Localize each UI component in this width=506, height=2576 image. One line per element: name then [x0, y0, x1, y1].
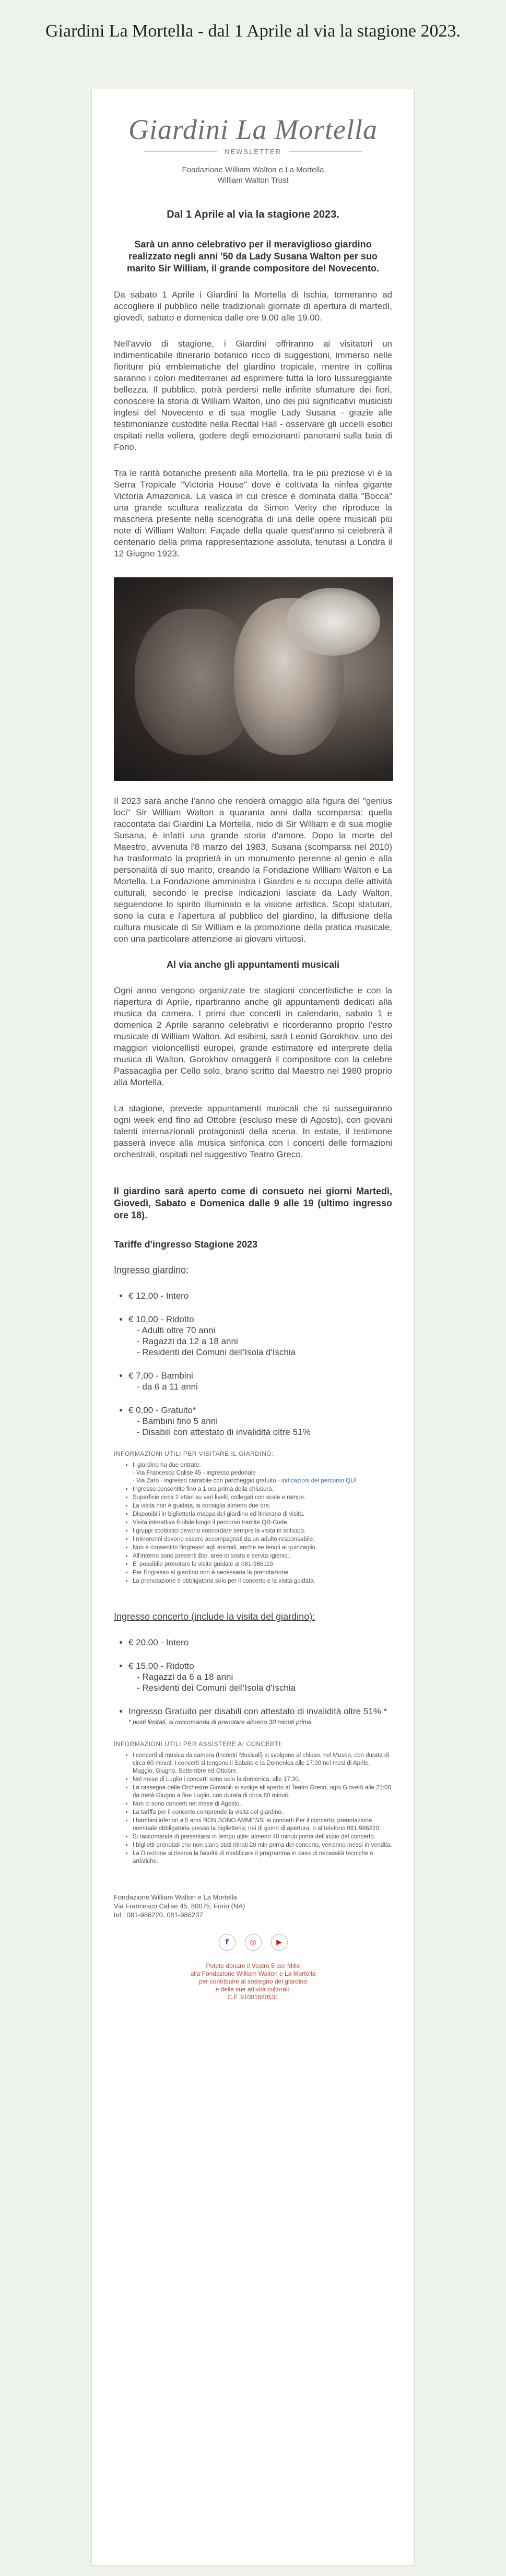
info-text: - Via Francesco Calise 45 - ingresso pedonale	[133, 1470, 256, 1476]
price-sub: - Disabili con attestato di invalidità oltre 51%	[137, 1427, 311, 1437]
social-links	[114, 1934, 392, 1951]
paragraph-itinerary: Nell'avvio di stagione, i Giardini offriranno ai visitatori un indimenticabile itinerario botanico ricco di suggestioni, immerso nelle fioriture più emblematiche del giardino tropicale, mentre in collina saranno i colori mediterranei ad esprimere tutta la loro lussureggiante bellezza. Il pubblico, potrà perdersi nelle infinite sfumature dei fiori, conoscere la storia di William Walton, uno dei più significativi musicisti inglesi del Novecento e di sua moglie Lady Susana - grazie alle testimonianze custodite nella Recital Hall - osservare gli uccelli esotici ospitati nella voliera, godere degli emozionanti panorami sulla baia di Forio.	[114, 339, 392, 452]
tariffs-title: Tariffe d'ingresso Stagione 2023	[114, 1239, 258, 1250]
concert-info-title: INFORMAZIONI UTILI PER ASSISTERE AI CONCERTI:	[114, 1740, 283, 1748]
price-main: € 0,00 - Gratuito*	[128, 1405, 196, 1415]
price-main: Ingresso Gratuito per disabili con attestato di invalidità oltre 51% *	[128, 1706, 387, 1716]
price-sub: - Adulti oltre 70 anni	[137, 1325, 216, 1335]
paragraph-concerts: Ogni anno vengono organizzate tre stagioni concertistiche e con la riapertura di Aprile, ripartiranno anche gli appuntamenti dedicati alla musica da camera. I primi due concerti in calendario, sabato 1 e domenica 2 Aprile saranno celebrativi e ricorderanno proprio l'estro musicale di William Walton. Ad esibirsi, sarà Leonid Gorokhov, uno dei maggiori violoncellisti europei, grande estimatore ed interprete della musica di Walton. Gorokhov omaggerà il compositore con la celebre Passacaglia per Cello solo, brano scritto dal Maestro nel 1980 proprio alla Mortella.	[114, 986, 392, 1087]
five-per-mille-promo	[114, 1962, 392, 2001]
info-item: • I concerti di musica da camera (Incontri Musicali) si svolgono al chiuso, nel Museo, con durata di circa 60 minuti. I concerti si tengono il Sabato e la Domenica alle 17:00 nei mesi di Aprile, Maggio, Giugno, Settembre ed Ottobre.	[133, 1752, 392, 1775]
newsletter-label-row	[114, 148, 392, 156]
concert-info-list	[114, 1752, 392, 1866]
page-title: Giardini La Mortella - dal 1 Aprile al via la stagione 2023.	[45, 21, 461, 41]
foundation-names	[114, 165, 392, 186]
paragraph-victoria-house: Tra le rarità botaniche presenti alla Mortella, tra le più preziose vi è la Serra Tropicale "Victoria House" dove è coltivata la ninfea gigante Victoria Amazonica. La vasca in cui cresce è dominata dalla "Bocca" una grande scultura realizzata da Simon Verity che riproduce la maschera presente nella scenografia di una delle opere musicali più note di William Walton: Façade della quale quest'anno si celebrerà il centenario della prima rappresentazione assoluta, tenutasi a Londra il 12 Giugno 1923.	[114, 468, 392, 559]
info-item: • Disponibili in biglietteria mappa del giardino ed itinerario di visita.	[133, 1511, 392, 1518]
info-item: • Ingresso consentito fino a 1 ora prima della chiusura.	[133, 1486, 392, 1493]
info-item: • I biglietti prenotati che non siano stati ritirati 20 min prima del concerto, verranno messi in vendita.	[133, 1842, 392, 1849]
paragraph-season: La stagione, prevede appuntamenti musicali che si susseguiranno ogni week end fino ad Ottobre (escluso mese di Agosto), con giovani talenti internazionali protagonisti della scena. In estate, il testimone passerà invece alla musica sinfonica con i concerti delle formazioni orchestrali, ospitati nel suggestivo Teatro Greco.	[114, 1103, 392, 1159]
garden-info-list	[114, 1462, 392, 1585]
price-sub: - da 6 a 11 anni	[137, 1382, 198, 1392]
price-sub: - Residenti dei Comuni dell'Isola d'Ischia	[137, 1347, 296, 1357]
info-item: • La Direzione si riserva la facoltà di modificare il programma in caso di necessità tecniche o artistiche.	[133, 1850, 392, 1866]
price-main: € 15,00 - Ridotto	[128, 1661, 194, 1671]
concert-price-list	[114, 1637, 392, 1728]
price-item	[128, 1405, 392, 1438]
footer-org: Fondazione William Walton e La Mortella	[114, 1893, 237, 1901]
info-item: • La rassegna delle Orchestre Giovanili si svolge all'aperto al Teatro Greco, ogni Giovedì alle 21:00 da metà Giugno a fine Luglio, con durata di circa 80 minuti.	[133, 1784, 392, 1800]
price-item	[128, 1370, 392, 1392]
garden-price-list	[114, 1290, 392, 1438]
info-item: • Si raccomanda di presentarsi in tempo utile: almeno 40 minuti prima dell'inizio del concerto.	[133, 1833, 392, 1841]
newsletter-card	[91, 89, 415, 2566]
price-item	[128, 1290, 392, 1301]
opening-hours: Il giardino sarà aperto come di consueto nei giorni Martedì, Giovedì, Sabato e Domenica dalle 9 alle 19 (ultimo ingresso ore 18).	[114, 1186, 392, 1220]
divider-right	[289, 151, 362, 152]
footer-street: Via Francesco Calise 45, 80075, Forio (NA)	[114, 1902, 245, 1910]
price-sub: - Residenti dei Comuni dell'Isola d'Ischia	[137, 1683, 296, 1693]
price-main: € 10,00 - Ridotto	[128, 1314, 194, 1324]
info-item: • La prenotazione è obbligatoria solo per il concerto e la visita guidata.	[133, 1577, 392, 1585]
promo-tax-code: C.F. 91001680531	[227, 1993, 279, 2001]
foundation-line: Fondazione William Walton e La Mortella	[182, 165, 324, 174]
price-item	[128, 1706, 392, 1728]
info-item: • Visita interattiva fruibile lungo il percorso tramite QR-Code.	[133, 1519, 392, 1527]
price-main: € 20,00 - Intero	[128, 1637, 189, 1647]
logo	[114, 113, 392, 156]
price-item	[128, 1314, 392, 1358]
info-item: • La tariffa per il concerto comprende la visita del giardino.	[133, 1809, 392, 1817]
route-directions-link[interactable]: indicazioni del percorso QUI	[281, 1478, 357, 1484]
email-subject-header	[0, 0, 506, 63]
footer-phone: tel.: 081-986220, 081-986237	[114, 1911, 203, 1919]
info-item: • I gruppi scolastici devono concordare sempre la visita in anticipo.	[133, 1527, 392, 1535]
price-sub: - Ragazzi da 12 a 18 anni	[137, 1336, 238, 1346]
price-item	[128, 1660, 392, 1693]
trust-line: William Walton Trust	[217, 176, 289, 185]
paragraph-opening: Da sabato 1 Aprile i Giardini la Mortella di Ischia, torneranno ad accogliere il pubblico nelle tradizionali giornate di apertura di martedì, giovedì, sabato e domenica dalle ore 9.00 alle 19.00.	[114, 290, 392, 323]
photo-hair-highlight	[286, 588, 380, 656]
info-item: • Superficie circa 2 ettari su vari livelli, collegati con scale e rampe.	[133, 1494, 392, 1502]
info-item: • I bambini inferiori a 5 anni NON SONO AMMESSI ai concerti.Per il concerto, prenotazione nominale obbligatoria presso la biglietteria; nei di giorni di apertura, o al telefono 081-986220.	[133, 1817, 392, 1833]
info-item: • I minorenni devono essere accompagnati da un adulto responsabile.	[133, 1536, 392, 1544]
facebook-icon[interactable]: f	[219, 1934, 236, 1951]
info-text: Il giardino ha due entrate:	[133, 1462, 201, 1468]
info-item: • Nel mese di Luglio i concerti sono solo la domenica, alle 17:30.	[133, 1776, 392, 1784]
price-main: € 12,00 - Intero	[128, 1291, 189, 1301]
music-section-heading: Al via anche gli appuntamenti musicali	[166, 959, 340, 970]
footer-address	[114, 1893, 392, 1919]
promo-line: per contribuire al sostegno del giardino	[199, 1978, 307, 1985]
paragraph-anniversary: Il 2023 sarà anche l'anno che renderà omaggio alla figura del "genius loci" Sir William Walton a quaranta anni dalla scomparsa: quella raccontata dai Giardini La Mortella, nido di Sir William e di sua moglie Susana, è infatti una grande storia d'amore. Dopo la morte del Maestro, avvenuta l'8 marzo del 1983, Susana (scomparsa nel 2010) ha trasformato la proprietà in un monumento perenne al genio e alla personalità di suo marito, creando la Fondazione William Walton e La Mortella. La Fondazione amministra i Giardini e si occupa delle attività culturali, secondo le precise indicazioni lasciate da Lady Walton, seguendone lo spirito illuminato e la visione artistica. Scopi statutari, sono la cura e l'apertura al pubblico del giardino, la diffusione della cultura musicale di Sir William e la promozione della pratica musicale, con una particolare attenzione ai giovani virtuosi.	[114, 796, 392, 944]
info-item: • Non è consentito l'ingresso agli animali, anche se tenuti al guinzaglio.	[133, 1544, 392, 1552]
divider-left	[144, 151, 217, 152]
logo-text: Giardini La Mortella	[128, 114, 378, 145]
info-item: • All'interno sono presenti Bar, aree di sosta e servizi igienici.	[133, 1552, 392, 1560]
info-item	[133, 1462, 392, 1485]
info-item: • Per l'ingresso al giardino non è necessaria la prenotazione.	[133, 1569, 392, 1577]
info-item: • Non ci sono concerti nel mese di Agosto.	[133, 1800, 392, 1808]
price-item	[128, 1637, 392, 1648]
info-item: • La visita non è guidata, si consiglia almeno due ore.	[133, 1502, 392, 1510]
price-sub: - Bambini fino 5 anni	[137, 1416, 218, 1426]
concert-entry-title: Ingresso concerto (include la visita del giardino):	[114, 1611, 315, 1622]
youtube-icon[interactable]: ▶	[271, 1934, 288, 1951]
newsletter-label: NEWSLETTER	[225, 148, 281, 156]
garden-info-title: INFORMAZIONI UTILI PER VISITARE IL GIARDINO:	[114, 1450, 274, 1457]
headline-lead: Sarà un anno celebrativo per il meraviglioso giardino realizzato negli anni '50 da Lady Susana Walton per suo marito Sir William, il grande compositore del Novecento.	[127, 239, 379, 274]
promo-line: Potete donare il Vostro 5 per Mille	[206, 1962, 300, 1969]
headline-date: Dal 1 Aprile al via la stagione 2023.	[167, 209, 339, 220]
price-note: * posti limitati, si raccomanda di prenotare almeno 30 minuti prima	[128, 1718, 312, 1726]
garden-entry-title: Ingresso giardino:	[114, 1265, 189, 1275]
instagram-icon[interactable]: ◎	[245, 1934, 262, 1951]
promo-line: e delle sue attività culturali.	[215, 1986, 291, 1993]
info-item: • E' possibile prenotare le visite guidate al 081-986119.	[133, 1561, 392, 1569]
price-main: € 7,00 - Bambini	[128, 1371, 193, 1381]
price-sub: - Ragazzi da 6 a 18 anni	[137, 1672, 233, 1682]
info-text: - Via Zaro - ingresso carrabile con parcheggio gratuito -	[133, 1478, 280, 1484]
walton-couple-photo	[114, 577, 393, 781]
promo-line: alla Fondazione William Walton e La Mortella	[190, 1970, 316, 1977]
